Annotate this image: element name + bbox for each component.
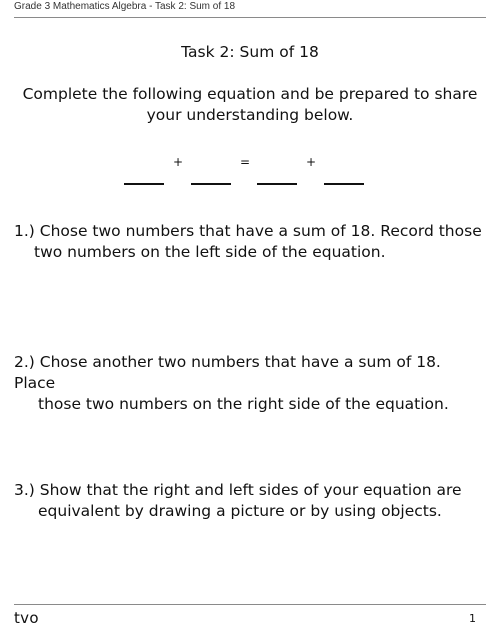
instructions [20, 84, 480, 126]
step-2 [14, 352, 484, 415]
equation-blank-4 [324, 183, 364, 185]
brand-logo: tvo [14, 609, 39, 627]
equation-blank-1 [124, 183, 164, 185]
step-2-line-2: those two numbers on the right side of the equation. [38, 395, 449, 413]
plus-sign-left: + [173, 155, 184, 169]
running-header: Grade 3 Mathematics Algebra - Task 2: Sum of 18 [14, 1, 236, 12]
instructions-line-2: your understanding below. [146, 106, 354, 124]
step-1-line-2: two numbers on the left side of the equation. [34, 243, 386, 261]
step-2-line-1: 2.) Chose another two numbers that have a sum of 18. Place [14, 353, 441, 392]
instructions-line-1: Complete the following equation and be prepared to share [22, 85, 478, 103]
equation-blank-2 [191, 183, 231, 185]
equation-blank-3 [257, 183, 297, 185]
header-divider [14, 17, 486, 18]
equals-sign: = [240, 155, 251, 169]
task-title: Task 2: Sum of 18 [181, 43, 319, 61]
step-1 [14, 221, 484, 263]
page-number: 1 [469, 612, 476, 625]
footer-divider [14, 604, 486, 605]
step-3-line-2: equivalent by drawing a picture or by using objects. [38, 502, 442, 520]
step-3-line-1: 3.) Show that the right and left sides of your equation are [14, 481, 462, 499]
step-1-line-1: 1.) Chose two numbers that have a sum of 18. Record those [14, 222, 482, 240]
step-3 [14, 480, 484, 522]
plus-sign-right: + [306, 155, 317, 169]
